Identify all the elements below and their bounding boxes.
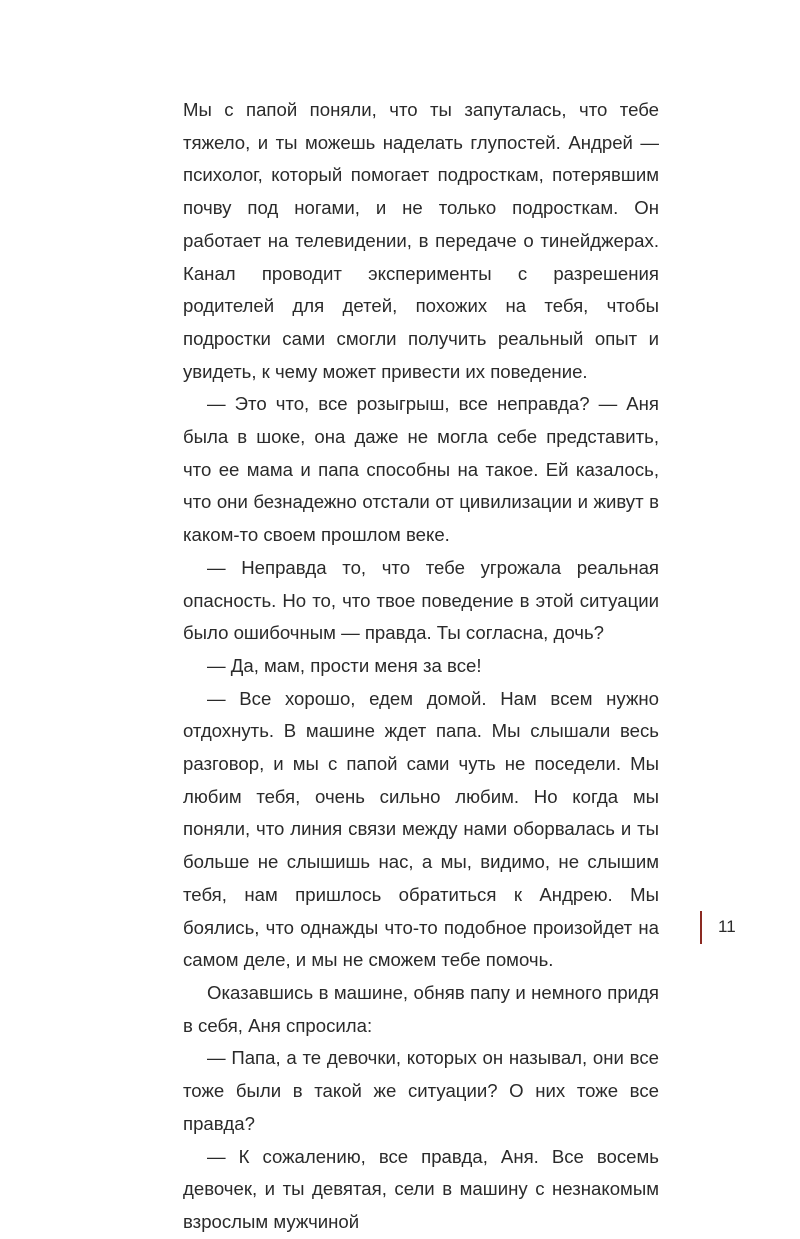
body-text: [183, 94, 659, 1239]
paragraph: — Неправда то, что тебе угрожала реальная опасность. Но то, что твое поведение в этой ситуации было ошибочным — правда. Ты согласна, дочь?: [183, 556, 659, 644]
paragraph: Мы с папой поняли, что ты запуталась, что тебе тяжело, и ты можешь наделать глупостей. Андрей — психолог, который помогает подросткам, потерявшим почву под ногами, и не только подросткам. Он работает на телевидении, в передаче о тинейджерах. Канал проводит эксперименты с разрешения родителей для детей, похожих на тебя, чтобы подростки сами смогли получить реальный опыт и увидеть, к чему может привести их поведение.: [183, 99, 659, 382]
paragraph: — Папа, а те девочки, которых он называл, они все тоже были в такой же ситуации? О них тоже все правда?: [183, 1047, 659, 1134]
paragraph: Оказавшись в машине, обняв папу и немного придя в себя, Аня спросила:: [183, 981, 659, 1036]
paragraph: — Это что, все розыгрыш, все неправда? — Аня была в шоке, она даже не могла себе представить, что ее мама и папа способны на такое. Ей казалось, что они безнадежно отстали от цивилизации и живут в каком-то своем прошлом веке.: [183, 393, 659, 546]
page-number-rule: [700, 911, 702, 944]
paragraph: — Да, мам, прости меня за все!: [207, 654, 482, 676]
paragraph: — К сожалению, все правда, Аня. Все восемь девочек, и ты девятая, сели в машину с незнакомым взрослым мужчиной: [183, 1145, 659, 1232]
paragraph: — Все хорошо, едем домой. Нам всем нужно отдохнуть. В машине ждет папа. Мы слышали весь разговор, и мы с папой сами чуть не поседели. Мы любим тебя, очень сильно любим. Но когда мы поняли, что линия связи между нами оборвалась и ты больше не слышишь нас, а мы, видимо, не слышим тебя, нам пришлось обратиться к Андрею. Мы боялись, что однажды что-то подобное произойдет на самом деле, и мы не сможем тебе помочь.: [183, 687, 659, 971]
page-number: 11: [718, 917, 736, 936]
